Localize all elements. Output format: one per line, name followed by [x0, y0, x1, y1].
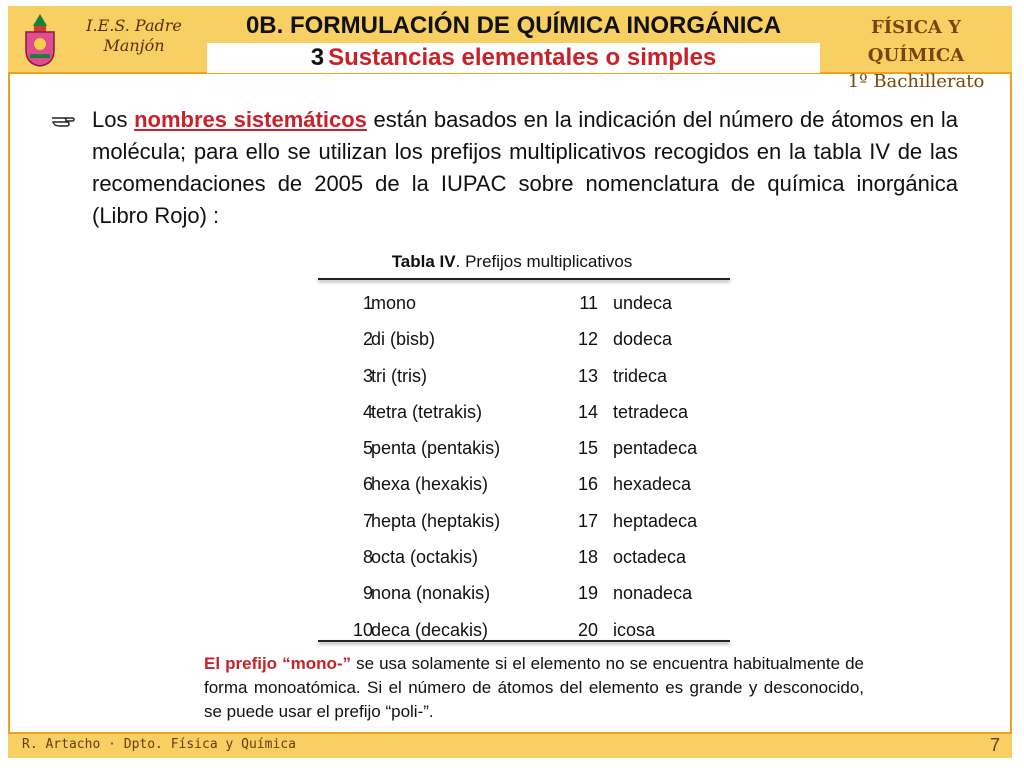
row-number-left: 1: [362, 293, 373, 313]
row-number-right: 12: [577, 329, 598, 350]
table-row: [318, 321, 730, 357]
row-number-left: 7: [362, 510, 373, 531]
note-highlight: El prefijo “mono-”: [204, 654, 352, 673]
row-prefix-right: pentadeca: [613, 438, 698, 459]
subject-label: FÍSICA Y QUÍMICA: [867, 17, 965, 66]
row-number-left: 6: [362, 474, 373, 495]
section-number: 3: [310, 44, 325, 71]
row-number-left: 8: [362, 547, 373, 568]
page-number: 7: [989, 735, 1000, 755]
school-name-line1: I.E.S. Padre: [86, 16, 182, 35]
school-crest-icon: [20, 12, 60, 68]
row-prefix-left: nona (nonakis): [371, 583, 491, 604]
table-row: [318, 466, 730, 502]
row-number-left: 4: [362, 401, 373, 422]
pointing-hand-icon: [50, 112, 76, 130]
row-number-left: 3: [362, 365, 373, 386]
row-prefix-right: nonadeca: [613, 583, 693, 604]
row-prefix-right: heptadeca: [613, 510, 698, 531]
row-number-right: 14: [577, 401, 598, 422]
systematic-names-highlight: nombres sistemáticos: [134, 107, 367, 132]
row-number-right: 18: [577, 547, 598, 568]
table-row: [318, 394, 730, 430]
school-name: [70, 16, 198, 56]
row-prefix-left: octa (octakis): [371, 547, 479, 568]
footer-author: R. Artacho · Dpto. Física y Química: [22, 737, 296, 752]
section-title-text: Sustancias elementales o simples: [328, 44, 717, 71]
row-number-right: 16: [577, 474, 598, 495]
row-prefix-left: mono: [371, 293, 417, 313]
table-caption-rest: . Prefijos multiplicativos: [455, 252, 633, 271]
row-prefix-left: hexa (hexakis): [371, 474, 489, 495]
row-prefix-right: trideca: [613, 365, 668, 386]
row-prefix-right: icosa: [613, 619, 656, 640]
row-prefix-right: hexadeca: [613, 474, 692, 495]
row-prefix-right: undeca: [613, 293, 673, 313]
mono-prefix-note: [204, 652, 864, 724]
page-title: 0B. FORMULACIÓN DE QUÍMICA INORGÁNICA: [245, 12, 782, 39]
table-row: [318, 503, 730, 539]
table-bottom-rule: [318, 640, 730, 642]
row-number-right: 13: [577, 365, 598, 386]
table-row: [318, 612, 730, 648]
intro-start: Los: [92, 107, 135, 132]
row-prefix-left: tetra (tetrakis): [371, 401, 483, 422]
table-row: [318, 285, 730, 321]
table-caption: [312, 252, 712, 272]
table-caption-bold: Tabla IV: [391, 252, 456, 271]
row-number-left: 5: [362, 438, 373, 459]
row-prefix-left: tri (tris): [371, 365, 427, 386]
table-row: [318, 575, 730, 611]
title-block: [207, 11, 820, 73]
row-prefix-left: di (bisb): [371, 329, 436, 350]
table-row: [318, 358, 730, 394]
course-label: 1º Bachillerato: [847, 71, 985, 92]
school-name-line2: Manjón: [103, 36, 165, 55]
section-title: [207, 43, 820, 73]
table-row: [318, 539, 730, 575]
row-prefix-left: penta (pentakis): [371, 438, 501, 459]
intro-paragraph: [92, 104, 958, 232]
row-prefix-left: hepta (heptakis): [371, 510, 501, 531]
row-number-left: 2: [362, 329, 373, 350]
school-logo: [12, 10, 198, 70]
footer-bar: [8, 732, 1012, 758]
row-prefix-right: dodeca: [613, 329, 673, 350]
subject-block: [826, 10, 1006, 92]
row-number-left: 10: [352, 619, 373, 640]
prefix-table: [318, 285, 730, 648]
row-number-right: 15: [577, 438, 598, 459]
row-number-right: 20: [577, 619, 598, 640]
row-prefix-left: deca (decakis): [371, 619, 489, 640]
row-number-right: 17: [577, 510, 598, 531]
row-prefix-right: octadeca: [613, 547, 687, 568]
note-text: se usa solamente si el elemento no se encuentra habitualmente de forma monoatómica. Si el número de átomos del elemento es grande y desconocido, se puede usar el prefijo “poli-”.: [204, 654, 864, 721]
row-number-left: 9: [362, 583, 373, 604]
table-top-rule: [318, 278, 730, 280]
row-number-right: 11: [579, 293, 598, 313]
row-prefix-right: tetradeca: [613, 401, 689, 422]
table-row: [318, 430, 730, 466]
row-number-right: 19: [577, 583, 598, 604]
intro-end: están basados en la indicación del número de átomos en la molécula; para ello se utilizan los prefijos multiplicativos recogidos en la tabla IV de las recomendaciones de 2005 de la IUPAC sobre nomenclatura de química inorgánica (Libro Rojo) :: [92, 107, 959, 228]
